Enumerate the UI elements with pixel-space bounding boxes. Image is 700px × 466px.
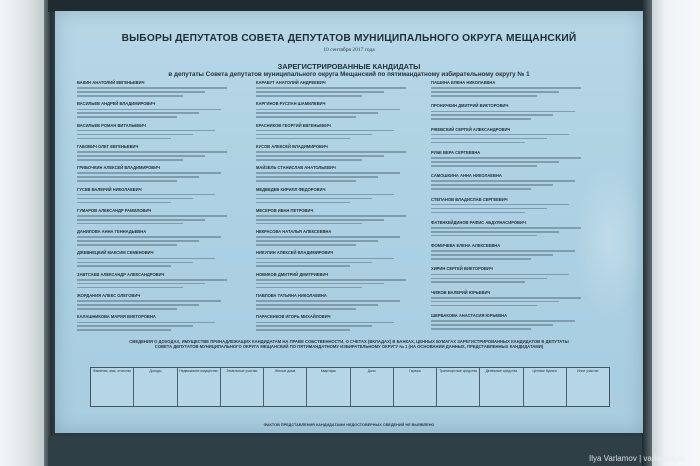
candidate-bio-line (256, 87, 406, 89)
candidate-bio-line (431, 114, 553, 116)
candidate-bio-line (431, 297, 581, 299)
candidate-name: КАЛАШНИКОВА МАРИЯ ВИКТОРОВНА (77, 314, 156, 320)
candidate-bio-line (77, 91, 205, 93)
candidate-name: ПАВЛОВА ТАТЬЯНА НИКОЛАЕВНА (256, 293, 327, 298)
candidate-name: НОВИКОВ ДМИТРИЙ ДМИТРИЕВИЧ (256, 271, 329, 277)
candidate-bio-line (256, 116, 356, 118)
candidate-bio-line (431, 165, 537, 167)
candidate-bio-line (431, 142, 525, 144)
candidate-entry (431, 127, 601, 151)
candidate-bio-line (256, 155, 384, 157)
finance-table-header-cell: Фамилия, имя, отчество (91, 368, 134, 406)
income-notice: СВЕДЕНИЯ О ДОХОДАХ, ИМУЩЕСТВЕ ПРИНАДЛЕЖАЩИХ КАНДИДАТАМ НА ПРАВЕ СОБСТВЕННОСТИ, О СЧЕТАХ (ВКЛАДАХ) В БАНКАХ, ЦЕННЫХ БУМАГАХ ЗАРЕГИСТРИРОВАННЫХ КАНДИДАТОВ В ДЕПУТАТЫ СОВЕТА ДЕПУТАТОВ МУНИЦИПАЛЬНОГО ОКРУГА МЕЩАНСКИЙ ПО ПЯТИМАНДАТНОМУ ИЗБИРАТЕЛЬНОМУ ОКРУГУ № 1 (НА ОСНОВАНИИ ДАННЫХ, ПРЕДСТАВЛЕННЫХ КАНДИДАТАМИ) (129, 339, 569, 350)
election-poster (55, 11, 643, 433)
candidate-bio-line (77, 159, 183, 161)
candidate-bio-line (256, 283, 384, 285)
candidate-bio-line (256, 151, 406, 153)
candidate-bio-line (77, 240, 199, 242)
candidate-bio-line (256, 262, 372, 264)
candidate-bio-line (256, 236, 400, 238)
candidate-bio-line (77, 116, 177, 118)
candidate-bio-line (431, 91, 559, 93)
candidate-bio-line (77, 287, 183, 289)
candidate-bio-line (431, 180, 575, 182)
candidate-bio-line (431, 87, 581, 89)
candidate-name: САМОШКИНА АННА НИКОЛАЕВНА (431, 173, 502, 179)
candidate-bio-line (256, 202, 350, 204)
candidate-name: КАРАБУТ АНАТОЛИЙ АНДРЕЕВИЧ (256, 80, 326, 85)
bottom-shadow-band (48, 436, 650, 466)
candidate-name: ДАНИЛОВА АННА ГЕННАДЬЕВНА (77, 229, 147, 235)
poster-date: 10 сентября 2017 года (323, 47, 375, 53)
candidate-bio-line (431, 328, 531, 330)
candidate-bio-line (256, 240, 378, 242)
candidate-bio-line (77, 176, 199, 178)
candidate-name: ХИРИН СЕРГЕЙ ВИКТОРОВИЧ (431, 266, 493, 272)
candidate-bio-line (77, 130, 215, 132)
candidate-bio-line (256, 325, 372, 327)
candidate-bio-line (256, 322, 394, 324)
candidate-bio-line (77, 134, 193, 136)
window-frame-right (650, 0, 700, 466)
candidate-bio-line (256, 112, 378, 114)
candidate-bio-line (256, 215, 406, 217)
candidate-bio-line (77, 283, 205, 285)
candidate-bio-line (431, 188, 531, 190)
candidate-bio-line (431, 305, 537, 307)
candidate-bio-line (256, 109, 400, 111)
candidate-bio-line (77, 172, 221, 174)
candidate-name: ГАБОВИЧ ОЛЕГ ЕВГЕНЬЕВИЧ (77, 143, 139, 149)
candidate-bio-line (431, 157, 581, 159)
finance-table-header-cell: Недвижимое имущество (178, 368, 221, 406)
candidate-bio-line (431, 208, 547, 210)
candidate-name: КРАСНИКОВ ГЕОРГИЙ ЕВГЕНЬЕВИЧ (256, 122, 331, 128)
candidate-bio-line (431, 254, 553, 256)
finance-table-header-cell: Транспортные средства (437, 368, 480, 406)
candidate-bio-line (256, 258, 394, 260)
candidate-bio-line (77, 279, 227, 281)
candidate-bio-line (77, 236, 221, 238)
candidate-bio-line (431, 118, 531, 120)
candidate-name: МЕСЕРОВ ИВАН ПЕТРОВИЧ (256, 207, 314, 213)
candidate-bio-line (256, 304, 378, 306)
candidate-bio-line (77, 308, 177, 310)
candidate-bio-line (431, 274, 569, 276)
candidate-name: ЖОРДАНИЯ АЛЕКС ОЛЕГОВИЧ (77, 293, 141, 298)
candidate-bio-line (77, 300, 221, 302)
finance-table-header-cell: Гаражи (394, 368, 437, 406)
candidate-bio-line (256, 198, 372, 200)
candidate-bio-line (256, 138, 350, 140)
finance-table-header-cell: Земельные участки (221, 368, 264, 406)
candidate-bio-line (77, 194, 215, 196)
candidate-name: НИКУЛИН АЛЕКСЕЙ ВЛАДИМИРОВИЧ (256, 250, 334, 256)
candidate-bio-line (431, 227, 581, 229)
candidate-bio-line (431, 212, 525, 214)
candidate-bio-line (77, 138, 171, 140)
candidate-name: ГУСЕВ ВАЛЕРИЙ НИКОЛАЕВИЧ (77, 186, 142, 192)
candidate-name: ГУМАРОВ АЛЕКСАНДР РАМИЛОВИЧ (77, 207, 152, 213)
candidate-bio-line (77, 112, 199, 114)
candidate-bio-line (256, 308, 356, 310)
candidate-bio-line (431, 95, 537, 97)
candidate-name: НЕКРАСОВА НАТАЛЬЯ АЛЕКСЕЕВНА (256, 229, 332, 235)
finance-table-header-cell: Квартиры (307, 368, 350, 406)
candidate-bio-line (77, 180, 177, 182)
candidate-bio-line (431, 138, 547, 140)
candidate-name: КУСОВ АЛЕКСЕЙ ВЛАДИМИРОВИЧ (256, 143, 328, 149)
candidate-bio-line (256, 287, 362, 289)
candidate-entry (431, 80, 601, 104)
poster-subtitle: ЗАРЕГИСТРИРОВАННЫЕ КАНДИДАТЫ (277, 62, 421, 71)
candidate-bio-line (431, 204, 569, 206)
candidate-bio-line (77, 223, 183, 225)
finance-table-header-cell: Доходы (134, 368, 177, 406)
finance-table-header-cell: Ценные бумаги (524, 368, 567, 406)
candidate-bio-line (77, 329, 171, 331)
candidate-bio-line (256, 329, 350, 331)
candidate-bio-line (256, 265, 350, 267)
finance-table-header-cell: Денежные средства (480, 368, 523, 406)
candidate-name: ЧИЖОВ ВАЛЕРИЙ ЮРЬЕВИЧ (431, 289, 491, 295)
candidate-bio-line (431, 231, 559, 233)
candidate-bio-line (77, 87, 227, 89)
candidate-bio-line (431, 320, 575, 322)
candidate-bio-line (77, 304, 199, 306)
candidate-bio-line (256, 180, 356, 182)
candidate-name: БАКИН АНАТОЛИЙ ЕВГЕНЬЕВИЧ (77, 80, 145, 85)
glass-glare (575, 161, 643, 321)
candidate-bio-line (431, 250, 575, 252)
candidate-bio-line (77, 109, 221, 111)
candidate-bio-line (77, 244, 177, 246)
candidate-name: ДЖЕВНЕЦКИЙ МАКСИМ СЕМЕНОВИЧ (77, 250, 154, 256)
candidate-name: ВАСИЛЬЕВ АНДРЕЙ ВЛАДИМИРОВИЧ (77, 101, 156, 107)
candidate-bio-line (256, 279, 406, 281)
candidate-bio-line (431, 161, 559, 163)
finance-table (90, 367, 610, 407)
candidate-bio-line (256, 176, 378, 178)
candidate-entry (256, 314, 426, 338)
candidate-name: ФОМИЧЕВА ЕЛЕНА АЛЕКСЕЕВНА (431, 243, 501, 249)
candidate-name: РЖЕВСКИЙ СЕРГЕЙ АЛЕКСАНДРОВИЧ (431, 126, 511, 132)
candidate-bio-line (77, 265, 171, 267)
candidate-name: КАРГИНОВ РУСЛАН ШАМИЛЕВИЧ (256, 101, 326, 107)
candidate-name: ГРИБОЧКИН АЛЕКСЕЙ ВЛАДИМИРОВИЧ (77, 165, 161, 171)
candidate-name: МАЙЗЕЛЬ СТАНИСЛАВ АНАТОЛЬЕВИЧ (256, 165, 336, 171)
candidate-bio-line (77, 155, 205, 157)
candidate-name: СТЕПАНОВ ВЛАДИСЛАВ СЕРГЕЕВИЧ (431, 196, 508, 202)
candidate-name: РУБЕ ВЕРА СЕРГЕЕВНА (431, 149, 481, 155)
photo-watermark: Ilya Varlamov | varlamov.ru (589, 454, 685, 463)
candidate-bio-line (256, 159, 362, 161)
candidate-bio-line (431, 301, 559, 303)
finance-table-header-cell: Жилые дома (264, 368, 307, 406)
window-frame-left (0, 0, 48, 466)
candidate-bio-line (431, 278, 547, 280)
candidate-bio-line (256, 194, 394, 196)
candidate-name: МЕДВЕДЕВ КИРИЛЛ ФЕДОРОВИЧ (256, 186, 326, 192)
candidate-bio-line (77, 198, 193, 200)
candidate-bio-line (431, 134, 569, 136)
finance-table-header-cell: Дачи (351, 368, 394, 406)
candidate-bio-line (256, 130, 394, 132)
candidate-bio-line (77, 325, 193, 327)
candidate-bio-line (431, 258, 531, 260)
candidate-name: ВАСИЛЬЕВ РОМАН ВИТАЛЬЕВИЧ (77, 122, 146, 128)
candidate-bio-line (77, 258, 215, 260)
candidate-bio-line (256, 223, 362, 225)
candidate-bio-line (256, 134, 372, 136)
candidate-bio-line (77, 151, 227, 153)
candidate-bio-line (431, 281, 525, 283)
finance-table-header-cell: Иное участие (577, 369, 599, 373)
candidate-name: ПАРАСЕНКОВ ИГОРЬ МИХАЙЛОВИЧ (256, 314, 331, 320)
candidate-name: ПАШИНА ЕЛЕНА НИКОЛАЕВНА (431, 80, 496, 85)
candidate-bio-line (256, 300, 400, 302)
candidate-entry (431, 103, 601, 127)
candidate-bio-line (431, 324, 553, 326)
candidate-bio-line (431, 111, 575, 113)
poster-footer: ФАКТОВ ПРЕДСТАВЛЕНИЯ КАНДИДАТАМИ НЕДОСТОВЕРНЫХ СВЕДЕНИЙ НЕ ВЫЯВЛЕНО (263, 423, 435, 427)
candidate-entry (77, 314, 247, 338)
candidate-bio-line (77, 95, 183, 97)
candidate-name: ШЕРБАКОВА АНАСТАСИЯ ЮРЬЕВНА (431, 313, 508, 318)
candidate-bio-line (77, 322, 215, 324)
candidate-bio-line (256, 172, 400, 174)
poster-title: ВЫБОРЫ ДЕПУТАТОВ СОВЕТА ДЕПУТАТОВ МУНИЦИПАЛЬНОГО ОКРУГА МЕЩАНСКИЙ (121, 33, 577, 44)
candidate-bio-line (77, 215, 227, 217)
candidate-name: ПРОНИЧКИН ДМИТРИЙ ВИКТОРОВИЧ (431, 103, 509, 109)
candidate-bio-line (256, 95, 362, 97)
poster-subtitle-district: в депутаты Совета депутатов муниципального округа Мещанский по пятимандатному избирательному округу № 1 (168, 71, 530, 78)
candidate-bio-line (256, 219, 384, 221)
candidate-bio-line (431, 184, 553, 186)
candidate-bio-line (77, 202, 171, 204)
candidate-bio-line (77, 219, 205, 221)
candidate-name: ЗАВТСАЕВ АЛЕКСАНДР АЛЕКСАНДРОВИЧ (77, 271, 165, 277)
candidate-bio-line (256, 91, 384, 93)
candidate-bio-line (431, 235, 537, 237)
candidate-bio-line (77, 262, 193, 264)
candidate-name: ФАТЕНКЕЙДИНОВ РАФИС АБДУЛНАСИРОВИЧ (431, 219, 526, 225)
candidate-bio-line (256, 244, 356, 246)
